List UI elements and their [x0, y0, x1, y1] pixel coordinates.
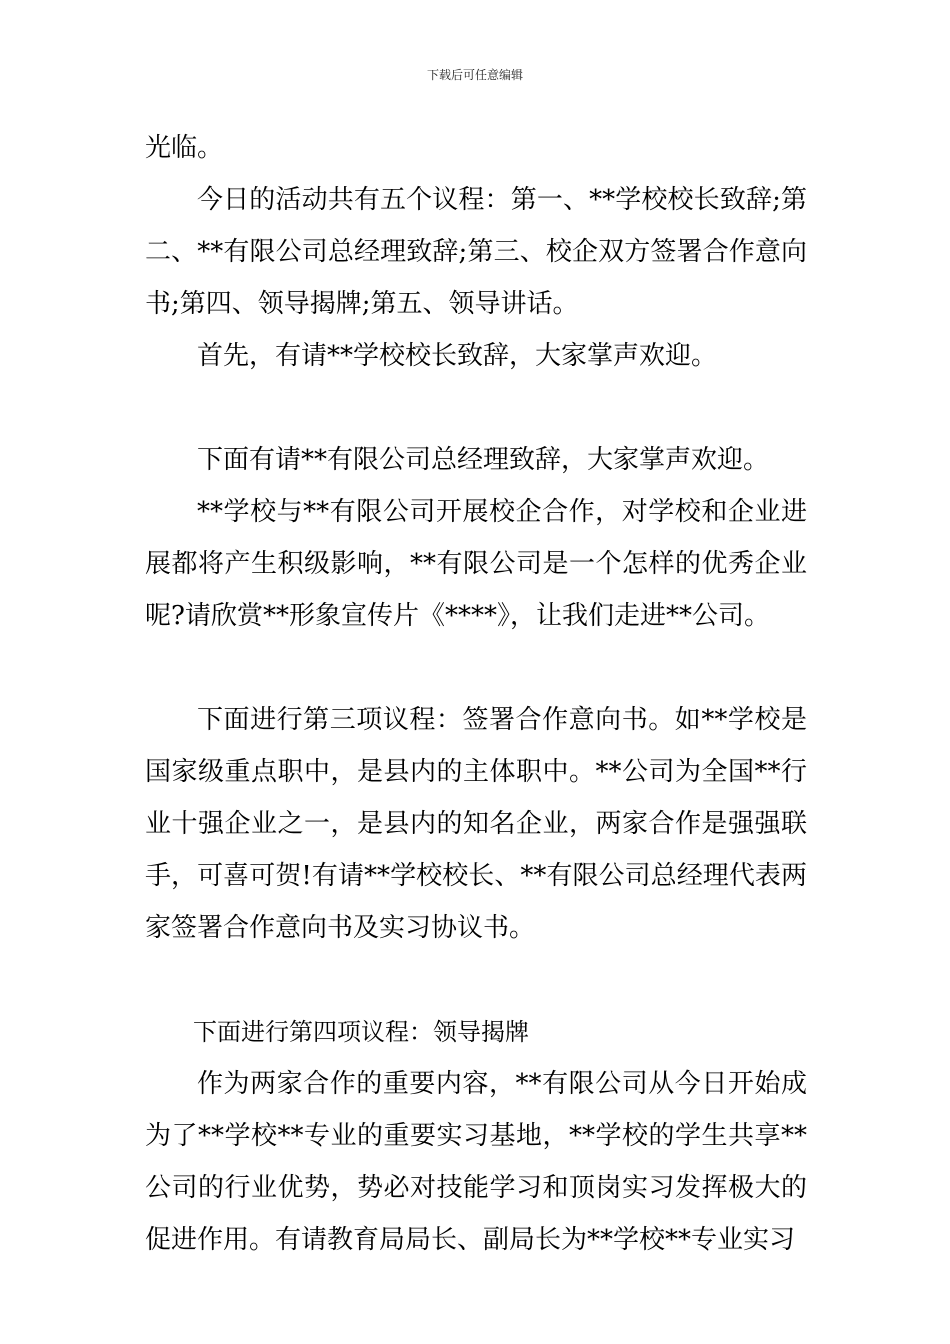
blank-line [145, 642, 807, 694]
blank-line [145, 954, 807, 1006]
paragraph-promo-film: **学校与**有限公司开展校企合作，对学校和企业进展都将产生积级影响，**有限公司是一个怎样的优秀企业呢?请欣赏**形象宣传片《****》，让我们走进**公司。 [145, 497, 807, 631]
paragraph-unveiling: 作为两家合作的重要内容，**有限公司从今日开始成为了**学校**专业的重要实习基地，**学校的学生共享**公司的行业优势，势必对技能学习和顶岗实习发挥极大的促进作用。有请教育局局长、副局长为**学校**专业实习 [145, 1069, 807, 1255]
paragraph-principal-speech: 首先，有请**学校校长致辞，大家掌声欢迎。 [197, 341, 718, 371]
paragraph-agenda-item-four: 下面进行第四项议程：领导揭牌 [193, 1018, 529, 1046]
paragraph-manager-speech: 下面有请**有限公司总经理致辞，大家掌声欢迎。 [197, 445, 770, 475]
page-header: 下载后可任意编辑 [426, 68, 523, 82]
paragraph-agenda: 今日的活动共有五个议程：第一、**学校校长致辞;第二、**有限公司总经理致辞;第三、校企双方签署合作意向书;第四、领导揭牌;第五、领导讲话。 [145, 185, 807, 319]
document-body [145, 122, 807, 1266]
paragraph-agenda-item-three: 下面进行第三项议程：签署合作意向书。如**学校是国家级重点职中，是县内的主体职中。**公司为全国**行业十强企业之一，是县内的知名企业，两家合作是强强联手，可喜可贺!有请**学校校长、**有限公司总经理代表两家签署合作意向书及实习协议书。 [145, 705, 807, 943]
paragraph-closing-fragment: 光临。 [145, 133, 224, 163]
blank-line [145, 382, 807, 434]
